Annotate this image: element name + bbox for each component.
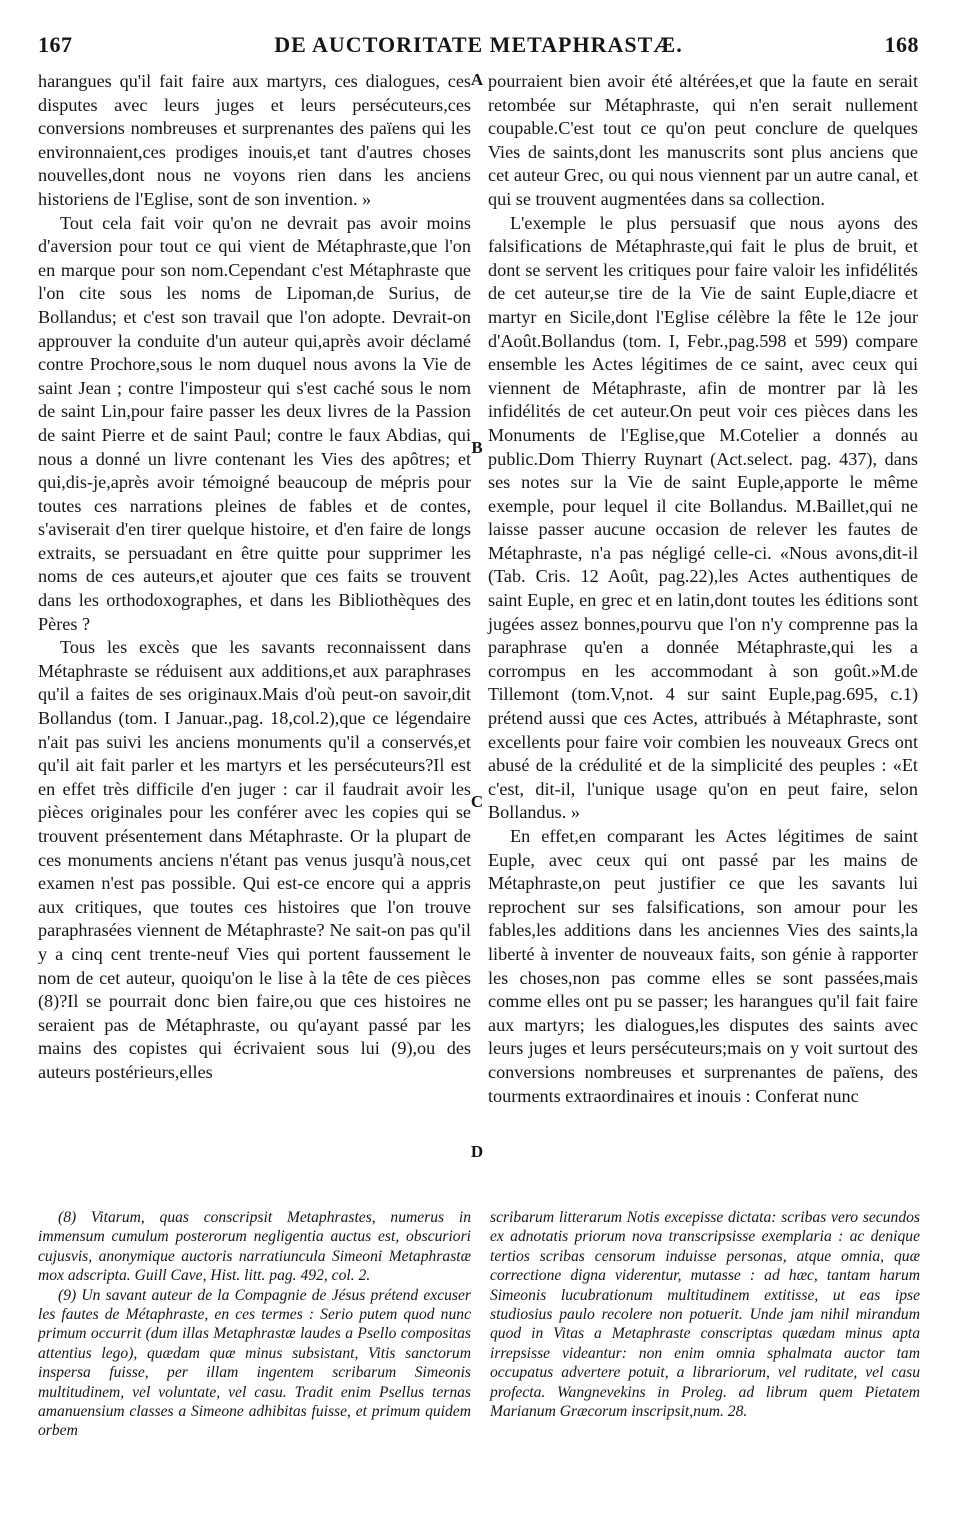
footnote-9: (9) Un savant auteur de la Compagnie de Jésus prétend excuser les fautes de Métaphraste, en ces termes : Serio putem quod nunc primum occurrit (dum illas Metaphrastæ laudes a Psello compositas attentius lego), quædam quæ minus subsistant, Vitis sanctorum inspersa fuisse, per illam ingentem scribarum Simeonis multitudinem, vel voluntate, vel casu. Tradit enim Psellus ternas amanuensium classes a Simeone adhibitas fuisse, et primum quidem orbem	[38, 1286, 471, 1440]
left-page-number: 167	[38, 32, 73, 57]
running-title: DE AUCTORITATE METAPHRASTÆ.	[274, 32, 683, 57]
paragraph: Tout cela fait voir qu'on ne devrait pas avoir moins d'aversion pour tout ce qui vient de Métaphraste,que l'on en marque pour son nom.Cependant c'est Métaphraste que l'on cite sous les noms de Lipoman,de Surius, de Bollandus; et c'est son travail que l'on adopte. Devrait-on approuver la conduite d'un auteur qui,après avoir déclamé contre Prochore,sous le nom duquel nous avons la Vie de saint Jean ; contre l'imposteur qui s'est caché sous le nom de saint Lin,pour faire passer les deux livres de la Passion de saint Pierre et de saint Paul; contre le faux Abdias, qui nous a donné un livre contenant les Vies des apôtres; et qui,dis-je,après avoir témoigné beaucoup de mépris pour toutes ces narrations pleines de fables et de contes, s'aviserait d'en tirer quelque histoire, et d'en faire de longs extraits, se persuadant en être quitte pour supprimer les noms de ces auteurs,et ajouter que ces faits se trouvent dans les orthodoxographes, et dans les Bibliothèques des Pères ?	[38, 212, 471, 634]
right-column	[488, 70, 918, 1108]
footnotes-left	[38, 1208, 471, 1441]
footnote-9-continued: scribarum litterarum Notis excepisse dictata: scribas vero secundos ex adnotatis priorum nova transcripsisse exemplaria : ac denique tertios scribas censorum induisse personas, atque omnia, quæ correctione digna viderentur, mutasse : ad hæc, tantam harum Simeonis lucubrationum multitudinem extitisse, ut eas ipse studiosius paulo recolere non potuerit. Unde jam nihil mirandum quod in Vitas a Metaphraste conscriptas quædam minus apta irrepsisse videantur: non enim omnia sphalmata auctor tam occupatus advertere potuit, a librariorum, vel ruditate, vel casu profecta. Wangnevekins in Proleg. ad librum quem Pietatem Marianum Græcorum inscripsit,num. 28.	[490, 1209, 920, 1421]
paragraph: harangues qu'il fait faire aux martyrs, ces dialogues, ces disputes avec leurs juges et leurs persécuteurs,ces conversions nombreuses et surprenantes des païens qui les environnaient,ces prodiges inouis,et tant d'autres choses nouvelles,dont nous ne voyons rien dans les anciens historiens de l'Eglise, sont de son invention. »	[38, 71, 471, 209]
margin-marker-a: A	[470, 70, 484, 89]
margin-marker-b: B	[471, 438, 483, 457]
page-header	[38, 32, 919, 62]
paragraph: Tous les excès que les savants reconnaissent dans Métaphraste se réduisent aux additions,et aux paraphrases qu'il a faites de ses originaux.Mais d'où peut-on savoir,dit Bollandus (tom. I Januar.,pag. 18,col.2),que ce légendaire n'ait pas suivi les anciens monuments qu'il a conservés,et qu'il ait fait parler et les martyrs et les persécuteurs?Il est en effet très difficile d'en juger : car il faudrait avoir les pièces originales pour les conférer avec les copies qui se trouvent présentement dans Métaphraste. Or la plupart de ces monuments anciens n'étant pas venus jusqu'à nous,cet examen n'est pas possible. Qui est-ce encore qui a appris aux critiques, que toutes ces histoires que l'on trouve paraphrasées viennent de Métaphraste? Ne sait-on pas qu'il y a cinq cent trente-neuf Vies qui portent faussement le nom de cet auteur, quoiqu'on le lise à la tête de ces pièces (8)?Il se pourrait donc bien faire,ou que ces histoires ne seraient pas de Métaphraste, ou qu'ayant passé par les mains des copistes qui écrivaient sous lui (9),ou des auteurs postérieurs,elles	[38, 637, 471, 1082]
paragraph: En effet,en comparant les Actes légitimes de saint Euple, avec ceux qui ont passé par les mains de Métaphraste,on peut justifier ce que les savants lui reprochent sur ses falsifications, son amour pour les fables,les additions dans les anciennes Vies des saints,la liberté à inventer de nouveaux faits, son génie à rapporter les choses,non pas comme elles se sont passées,mais comme elles ont pu se passer; les harangues qu'il fait faire aux martyrs; les dialogues,les disputes des saints avec leurs juges et leurs persécuteurs;mais on y voit surtout des conversions nombreuses et surprenantes de païens, des tourments extraordinaires et inouis : Conferat nunc	[488, 826, 918, 1106]
margin-marker-d: D	[470, 1142, 484, 1161]
footnote-8: (8) Vitarum, quas conscripsit Metaphrastes, numerus in immensum cumulum posterorum negligentia auctus est, obscuriori cujusvis, anonymique auctoris narratiuncula Simeoni Metaphrastæ mox adscripta. Guill Cave, Hist. litt. pag. 492, col. 2.	[38, 1209, 471, 1285]
left-column	[38, 70, 471, 1085]
footnotes-right	[490, 1208, 920, 1421]
paragraph: L'exemple le plus persuasif que nous ayons des falsifications de Métaphraste,qui fait le plus de bruit, et dont se servent les critiques pour faire valoir les infidélités de cet auteur,se tire de la Vie de saint Euple,diacre et martyr en Sicile,dont l'Eglise célèbre la fête le 12e jour d'Août.Bollandus (tom. I, Febr.,pag.598 et 599) compare ensemble les Actes légitimes de ce saint, avec ceux qui viennent de Métaphraste, afin de montrer par là les infidélités de cet auteur.On peut voir ces pièces dans les Monuments de l'Eglise,que M.Cotelier a donnés au public.Dom Thierry Ruynart (Act.select. pag. 437), dans ses notes sur la Vie de saint Euple,apporte le même exemple, pour lequel il cite Bollandus. M.Baillet,qui ne laisse passer aucune occasion de relever les fautes de Métaphraste, n'a pas négligé celle-ci. «Nous avons,dit-il (Tab. Cris. 12 Août, pag.22),les Actes authentiques de saint Euple, en grec et en latin,dont toutes les éditions sont jugées assez bonnes,pourvu que l'on n'y comprenne pas la paraphrase qu'en a donnée Métaphraste,qui les a corrompus en les accommodant à son goût.»M.de Tillemont (tom.V,not. 4 sur saint Euple,pag.695, c.1) prétend aussi que ces Actes, attribués à Métaphraste, sont excellents pour faire voir combien les nouveaux Grecs ont abusé de la crédulité et de la simplicité des peuples : «Et c'est, dit-il, l'unique usage qu'on en peut faire, selon Bollandus. »	[488, 212, 918, 823]
paragraph: pourraient bien avoir été altérées,et que la faute en serait retombée sur Métaphraste, qui n'en serait nullement coupable.C'est tout ce qu'on peut conclure de quelques Vies de saints,dont les manuscrits sont plus anciens que cet auteur Grec, ou qui nous viennent par un autre canal, et qui se trouvent augmentées dans sa collection.	[488, 71, 918, 209]
margin-marker-c: C	[470, 792, 484, 811]
right-page-number: 168	[884, 32, 919, 57]
